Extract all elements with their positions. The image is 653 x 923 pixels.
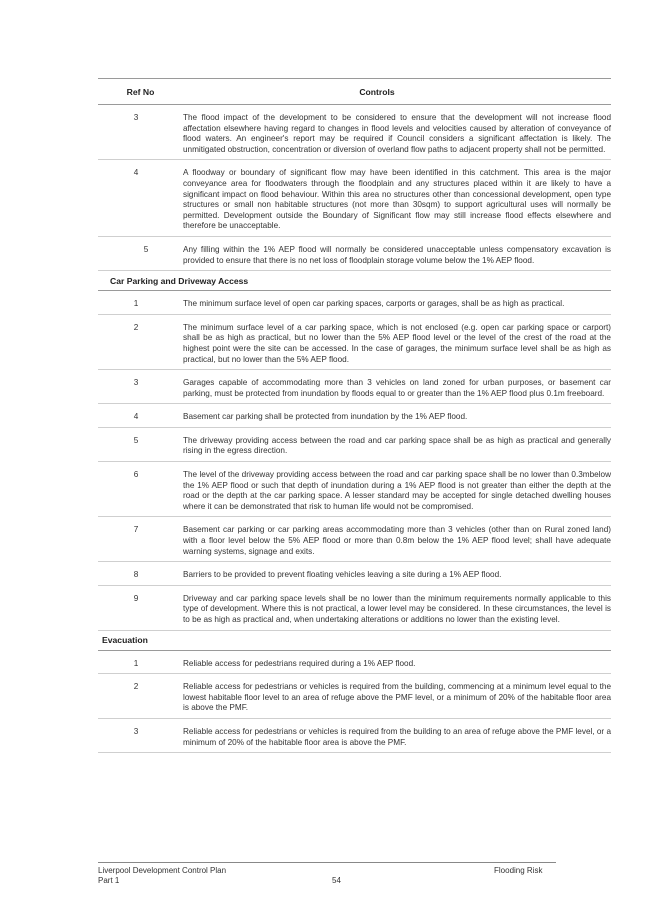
table-row (98, 370, 611, 404)
table-row (98, 651, 611, 675)
ref-number: 2 (133, 322, 139, 332)
ref-number: 3 (133, 113, 139, 122)
control-text: Barriers to be provided to prevent floating vehicles leaving a site during a 1% AEP flood. (183, 570, 502, 580)
table-row (98, 517, 611, 562)
controls-header: Controls (359, 86, 395, 97)
table-row (98, 160, 611, 237)
table-row (98, 315, 611, 370)
section-heading-car-parking: Car Parking and Driveway Access (98, 271, 611, 291)
table-row (98, 562, 611, 586)
control-text: The driveway providing access between the road and car parking space shall be as high as practical and generally rising in the egress direction. (183, 435, 611, 456)
footer-plan-name: Liverpool Development Control Plan (98, 866, 227, 875)
control-text: The minimum surface level of a car parking space, which is not enclosed (e.g. open car parking space or carport) shall be as high as practical, but no lower than the 5% AEP flood level or the level of the crest of the road at the highest point were the site can be accessed. In the case of garages, the minimum surface level shall be as high as practical, but no lower than the 5% AEP flood. (183, 322, 611, 364)
ref-number: 9 (133, 593, 139, 603)
ref-number: 1 (133, 299, 139, 309)
table-row (98, 237, 611, 271)
table-row (98, 462, 611, 517)
ref-number: 8 (133, 570, 139, 580)
ref-number: 2 (133, 682, 139, 692)
control-text: Any filling within the 1% AEP flood will normally be considered unacceptable unless compensatory excavation is provided to ensure that there is no net loss of floodplain storage volume below the 1% AEP flood. (183, 244, 611, 265)
control-text: Reliable access for pedestrians required during a 1% AEP flood. (183, 658, 416, 668)
ref-number: 3 (133, 726, 139, 736)
control-text: Basement car parking shall be protected from inundation by the 1% AEP flood. (183, 412, 468, 422)
section-heading-evacuation: Evacuation (98, 631, 611, 651)
footer-divider (98, 862, 556, 863)
table-row (98, 586, 611, 631)
control-text: Reliable access for pedestrians or vehicles is required from the building to an area of refuge above the PMF level, or a minimum of 20% of the habitable floor area is above the PMF. (183, 726, 611, 747)
ref-number: 6 (133, 470, 139, 480)
ref-number: 5 (133, 435, 139, 445)
page-number: 54 (332, 876, 341, 885)
ref-number: 4 (133, 168, 139, 178)
control-text: Basement car parking or car parking areas accommodating more than 3 vehicles (other than on Rural zoned land) with a floor level below the 5% AEP flood or more than 0.8m below the 1% AEP flood level; shall have adequate warning systems, signage and exits. (183, 525, 611, 556)
ref-no-header: Ref No (126, 86, 155, 97)
ref-number: 5 (143, 244, 149, 254)
control-text: The flood impact of the development to be considered to ensure that the development will not increase flood affectation elsewhere having regard to changes in flood levels and velocities caused by alteration of conveyance of flood waters. An engineer's report may be required if Council considers a significant affectation is likely. The unmitigated obstruction, concentration or diversion of overland flow paths to adjacent property shall not be permitted. (183, 113, 611, 154)
footer-document-title (98, 866, 226, 886)
control-text: Driveway and car parking space levels shall be no lower than the minimum requirements normally applicable to this type of development. Where this is not practical, a lower level may be considered. In these circumstances, the level is to be as high as practical and, when undertaking alterations or additions no lower than the existing level. (183, 593, 611, 624)
table-row (98, 719, 611, 753)
footer-section-title: Flooding Risk (494, 866, 543, 875)
table-row (98, 105, 611, 160)
table-row (98, 428, 611, 462)
control-text: A floodway or boundary of significant flow may have been identified in this catchment. This area is the major conveyance area for floodwaters through the floodplain and any structures placed within it are likely to have a significant impact on flood behaviour. Within this area no structures other than concessional development, open type structures or small non habitable structures (not more than 30sqm) to support agricultural uses will normally be permitted. Development outside the Boundary of Significant flow may still increase flood effects elsewhere and therefore be unacceptable. (183, 168, 611, 231)
control-text: The level of the driveway providing access between the road and car parking space shall be no lower than 0.3mbelow the 1% AEP flood or such that depth of inundation during a 1% AEP flood is not greater than either the depth at the road or the depth at the car parking space. A lesser standard may be accepted for single detached dwelling houses where it can be demonstrated that risk to human life would not be compromised. (183, 470, 611, 511)
ref-number: 3 (133, 378, 139, 388)
ref-number: 1 (133, 658, 139, 668)
table-row (98, 404, 611, 428)
table-row (98, 291, 611, 315)
ref-number: 7 (133, 525, 139, 535)
control-text: Garages capable of accommodating more than 3 vehicles on land zoned for urban purposes, or basement car parking, must be protected from inundation by floods equal to or greater than the 1% AEP flood plus 0.1m freeboard. (183, 378, 611, 398)
controls-table (98, 78, 611, 753)
table-row (98, 674, 611, 719)
ref-number: 4 (133, 412, 139, 422)
table-header (98, 79, 611, 105)
control-text: Reliable access for pedestrians or vehicles is required from the building, commencing at a minimum level equal to the lowest habitable floor level to an area of refuge above the PMF level, or a minimum of 20% of the habitable floor area is above the PMF. (183, 682, 611, 713)
footer-part: Part 1 (98, 876, 120, 885)
control-text: The minimum surface level of open car parking spaces, carports or garages, shall be as high as practical. (183, 299, 565, 309)
